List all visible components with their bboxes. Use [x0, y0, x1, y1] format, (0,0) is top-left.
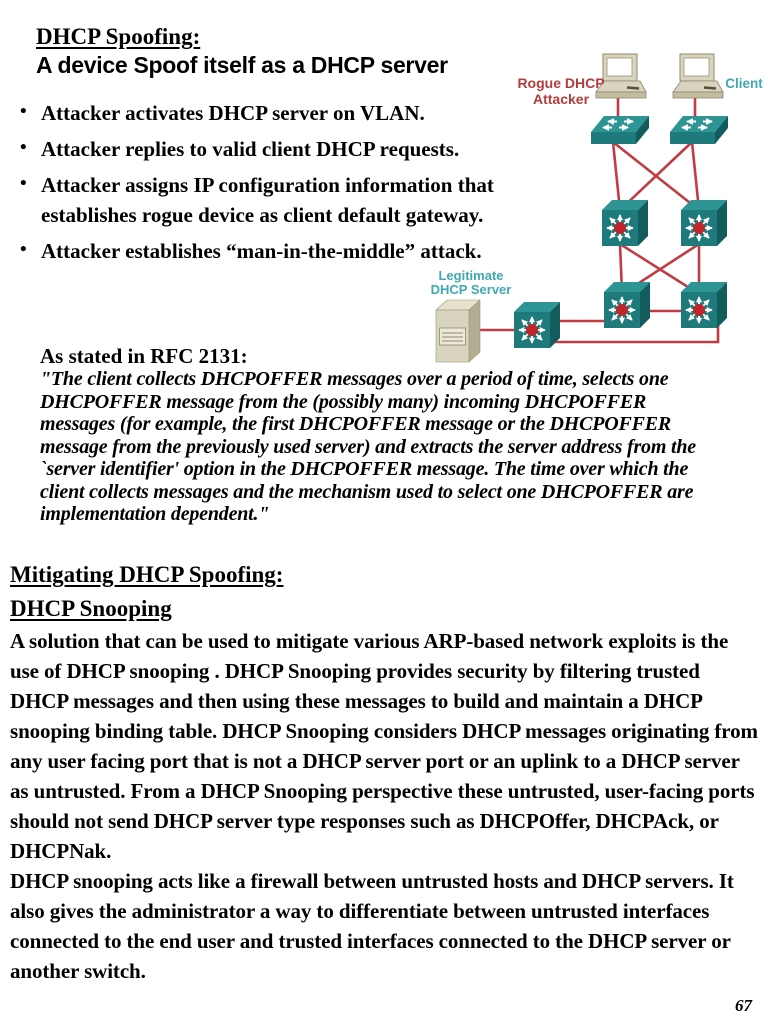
workgroup-switch-left-icon: [591, 116, 649, 144]
legitimate-server-label: Legitimate: [438, 268, 504, 283]
rfc-quote-text: "The client collects DHCPOFFER messages over a period of time, selects one DHCPOFFER message from the (possibly many) incoming DHCPOFFER messages (for example, the first DHCPOFFER message or the DHCPOFFER message from the previously used server) and extracts the server address from the `server identifier' option in the DHCPOFFER message. The time over which the client collects messages and the mechanism used to select one DHCPOFFER are implementation dependent.": [40, 368, 696, 525]
server-access-switch-icon: [514, 302, 560, 348]
rfc-heading: As stated in RFC 2131:: [40, 344, 248, 368]
rfc-quote-block: [40, 344, 718, 526]
multilayer-switch-bottom-right-icon: [681, 282, 727, 328]
multilayer-switch-top-right-icon: [681, 200, 727, 246]
bullet-item: • Attacker establishes “man-in-the-middle” attack.: [20, 236, 506, 266]
bullet-item: • Attacker activates DHCP server on VLAN.: [20, 98, 506, 128]
snooping-paragraph-1: A solution that can be used to mitigate various ARP-based network exploits is the use of DHCP snooping . DHCP Snooping provides security by filtering trusted DHCP messages and then using these messages to build and maintain a DHCP snooping binding table. DHCP Snooping considers DHCP messages originating from any user facing port that is not a DHCP server port or an uplink to a DHCP server as untrusted. From a DHCP Snooping perspective these untrusted, user-facing ports should not send DHCP server type responses such as DHCPOffer, DHCPAck, or DHCPNak.: [10, 629, 758, 863]
snooping-paragraph-2: DHCP snooping acts like a firewall between untrusted hosts and DHCP servers. It also gives the administrator a way to differentiate between untrusted interfaces connected to the end user and trusted interfaces connected to the DHCP server or another switch.: [10, 869, 734, 983]
legitimate-server-label: DHCP Server: [430, 282, 512, 297]
dhcp-snooping-heading: DHCP Snooping: [10, 596, 172, 621]
mitigation-heading: Mitigating DHCP Spoofing:: [10, 562, 284, 587]
page-title: DHCP Spoofing:: [36, 24, 201, 49]
page-subtitle: A device Spoof itself as a DHCP server: [36, 52, 448, 78]
mitigation-section: [10, 558, 762, 986]
attacker-label: Rogue DHCP: [517, 75, 605, 91]
page-number: 67: [735, 996, 752, 1015]
bullet-item: • Attacker replies to valid client DHCP requests.: [20, 134, 506, 164]
workgroup-switch-right-icon: [670, 116, 728, 144]
client-label: Client: [725, 76, 763, 91]
attacker-label: Attacker: [532, 91, 590, 107]
multilayer-switch-bottom-left-icon: [604, 282, 650, 328]
multilayer-switch-top-left-icon: [602, 200, 648, 246]
bullet-item: • Attacker assigns IP configuration information that establishes rogue device as client default gateway.: [20, 170, 506, 230]
client-pc-icon: [673, 54, 723, 98]
